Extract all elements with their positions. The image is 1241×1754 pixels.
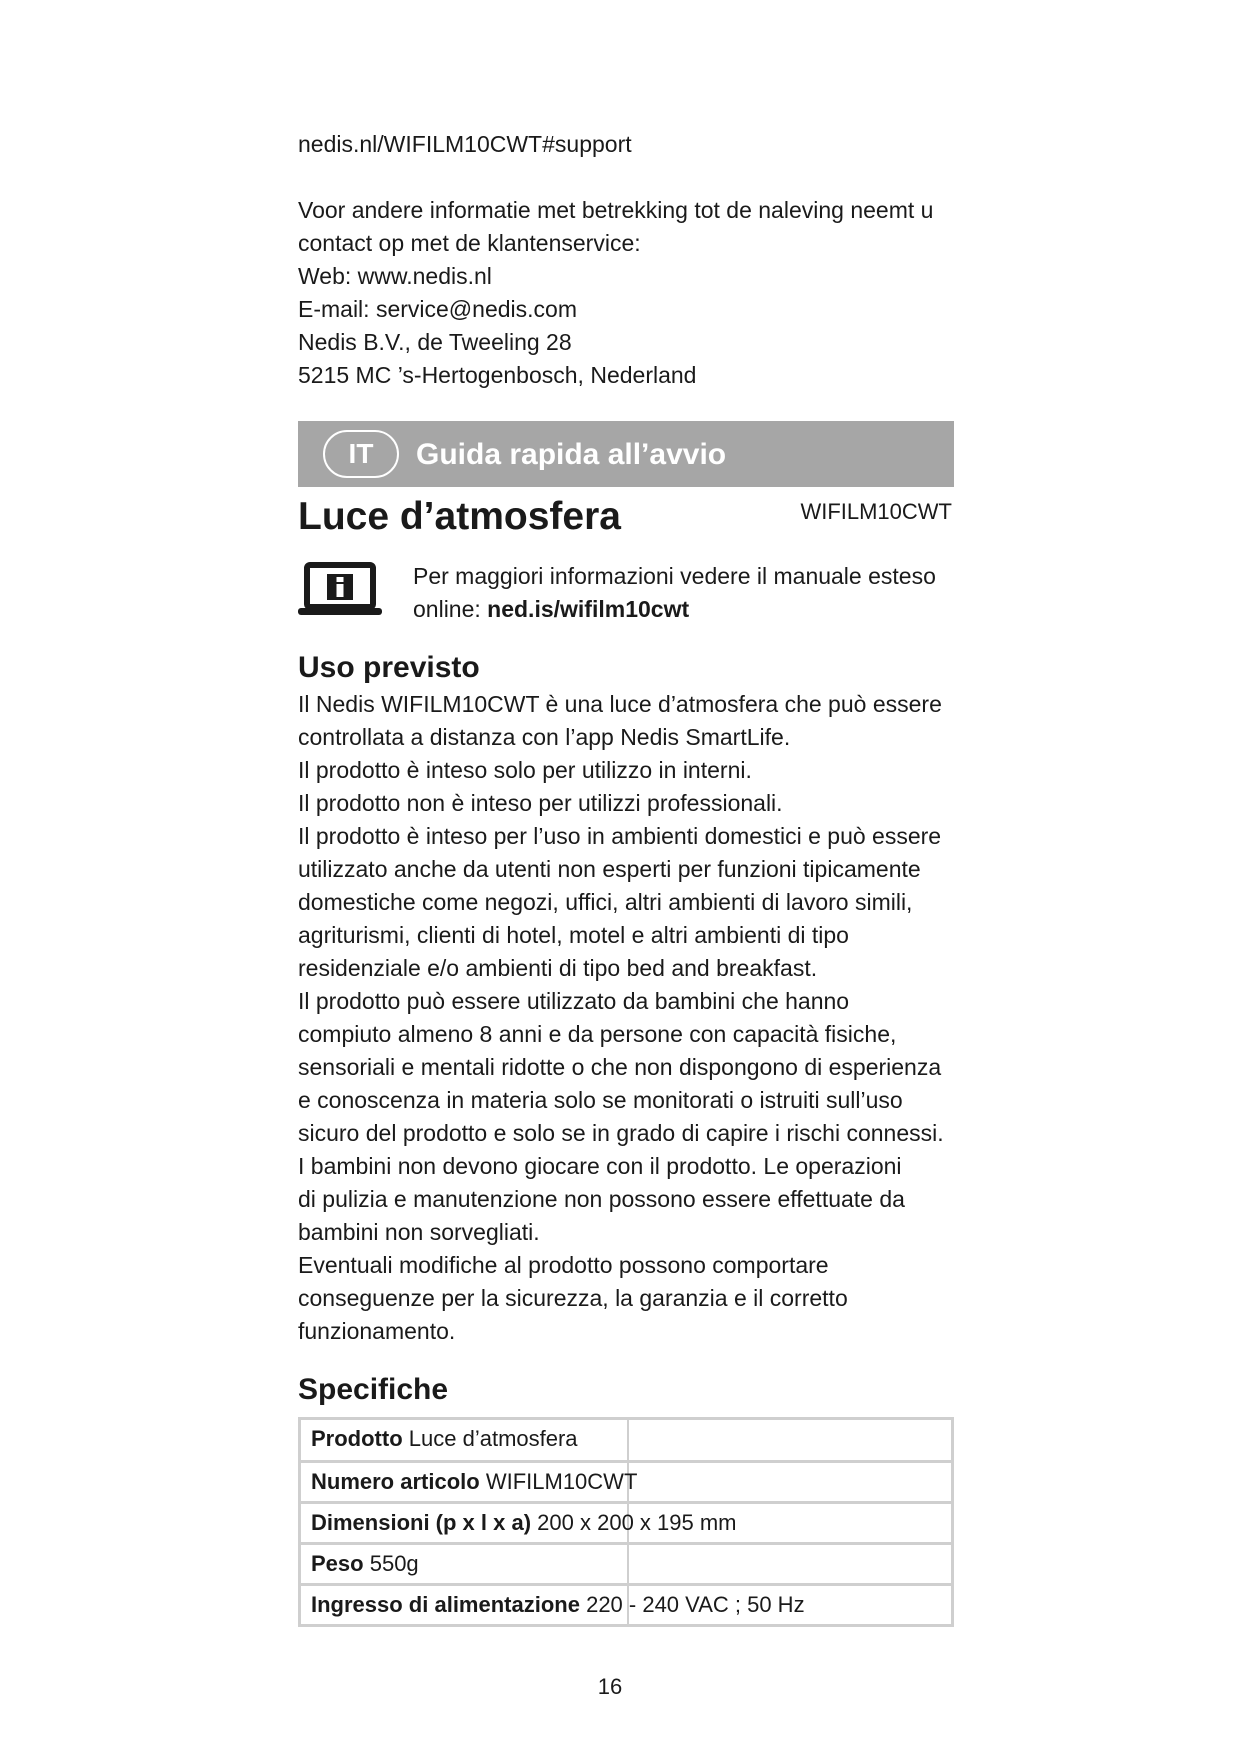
spec-value: Luce d’atmosfera (408, 1426, 578, 1451)
spec-cell (311, 1508, 737, 1538)
paragraph-line: e conoscenza in materia solo se monitorati o istruiti sull’uso (298, 1087, 903, 1113)
paragraph-line: di pulizia e manutenzione non possono essere effettuate da (298, 1186, 905, 1212)
table-row (301, 1542, 951, 1583)
spec-value: WIFILM10CWT (485, 1469, 638, 1494)
intended-use-heading: Uso previsto (298, 651, 480, 684)
paragraph-line: bambini non sorvegliati. (298, 1219, 540, 1245)
paragraph-line: controllata a distanza con l’app Nedis SmartLife. (298, 724, 791, 750)
spec-label: Ingresso di alimentazione (311, 1592, 580, 1617)
page-number: 16 (597, 1674, 623, 1699)
laptop-info-icon (298, 562, 382, 618)
manual-info (413, 560, 936, 626)
language-banner (298, 421, 954, 487)
contact-block (298, 194, 933, 392)
paragraph-line: conseguenze per la sicurezza, la garanzia e il corretto (298, 1285, 848, 1311)
paragraph-line: sicuro del prodotto e solo se in grado di capire i rischi connessi. (298, 1120, 944, 1146)
contact-line: contact op met de klantenservice: (298, 230, 641, 256)
spec-cell (311, 1424, 578, 1454)
intended-use-text (298, 688, 944, 1348)
manual-info-line: Per maggiori informazioni vedere il manuale esteso (413, 563, 936, 589)
specs-heading: Specifiche (298, 1373, 449, 1406)
paragraph-line: sensoriali e mentali ridotte o che non dispongono di esperienza (298, 1054, 942, 1080)
contact-line: Voor andere informatie met betrekking tot de naleving neemt u (298, 197, 934, 223)
product-code: WIFILM10CWT (800, 499, 952, 524)
banner-title: Guida rapida all’avvio (416, 438, 727, 471)
paragraph-line: agriturismi, clienti di hotel, motel e altri ambienti di tipo (298, 922, 849, 948)
paragraph-line: domestiche come negozi, uffici, altri ambienti di lavoro simili, (298, 889, 913, 915)
spec-label: Numero articolo (311, 1469, 480, 1494)
paragraph-line: I bambini non devono giocare con il prodotto. Le operazioni (298, 1153, 902, 1179)
paragraph-line: residenziale e/o ambienti di tipo bed and breakfast. (298, 955, 818, 981)
manual-info-line (413, 593, 936, 626)
paragraph-line: funzionamento. (298, 1318, 456, 1344)
support-url: nedis.nl/WIFILM10CWT#support (298, 131, 632, 157)
spec-value: 550g (369, 1551, 419, 1576)
paragraph-line: compiuto almeno 8 anni e da persone con capacità fisiche, (298, 1021, 897, 1047)
column-divider (627, 1545, 629, 1583)
paragraph-line: Il prodotto è inteso per l’uso in ambienti domestici e può essere (298, 823, 942, 849)
paragraph-line: Eventuali modifiche al prodotto possono comportare (298, 1252, 829, 1278)
paragraph-line: Il prodotto è inteso solo per utilizzo in interni. (298, 757, 752, 783)
spec-label: Peso (311, 1551, 364, 1576)
product-title: Luce d’atmosfera (298, 495, 621, 538)
table-row (301, 1460, 951, 1501)
table-row (301, 1583, 951, 1624)
spec-cell (311, 1467, 637, 1497)
paragraph-line: utilizzato anche da utenti non esperti per funzioni tipicamente (298, 856, 921, 882)
spec-cell (311, 1549, 419, 1579)
paragraph-line: Il prodotto non è inteso per utilizzi professionali. (298, 790, 783, 816)
paragraph-line: Il prodotto può essere utilizzato da bambini che hanno (298, 988, 850, 1014)
contact-email: E-mail: service@nedis.com (298, 296, 577, 322)
spec-value: 200 x 200 x 195 mm (537, 1510, 737, 1535)
column-divider (627, 1420, 629, 1460)
contact-web: Web: www.nedis.nl (298, 263, 492, 289)
specs-table (298, 1417, 954, 1627)
manual-link[interactable]: ned.is/wifilm10cwt (487, 596, 690, 622)
spec-value: 220 - 240 VAC ; 50 Hz (586, 1592, 805, 1617)
spec-cell (311, 1590, 805, 1620)
paragraph-line: Il Nedis WIFILM10CWT è una luce d’atmosfera che può essere (298, 691, 942, 717)
table-row (301, 1501, 951, 1542)
language-badge: IT (323, 430, 399, 478)
spec-label: Prodotto (311, 1426, 403, 1451)
table-row (301, 1420, 951, 1460)
contact-address: Nedis B.V., de Tweeling 28 (298, 329, 572, 355)
spec-label: Dimensioni (p x l x a) (311, 1510, 532, 1535)
manual-info-prefix: online: (413, 596, 488, 622)
contact-city: 5215 MC ’s-Hertogenbosch, Nederland (298, 362, 697, 388)
